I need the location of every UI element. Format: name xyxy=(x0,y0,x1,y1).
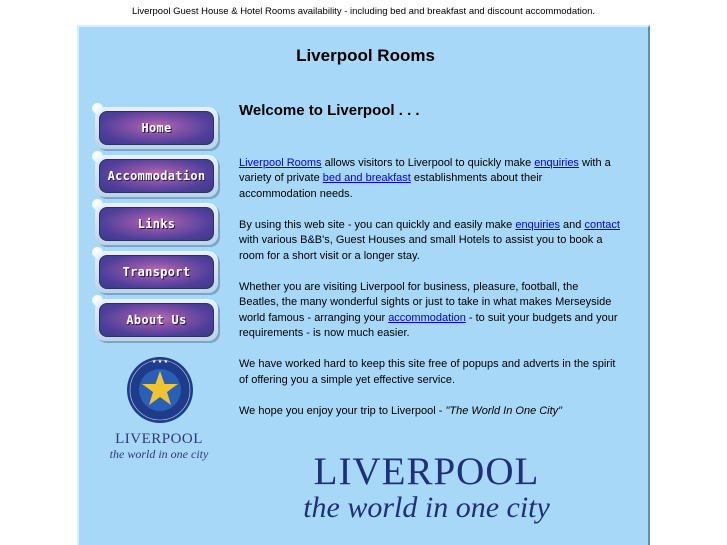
nav-transport-button[interactable] xyxy=(95,251,218,293)
small-logo-word: LIVERPOOL xyxy=(115,431,203,447)
small-logo-script: the world in one city xyxy=(109,447,209,461)
accommodation-link[interactable]: accommodation xyxy=(388,311,466,324)
site-name-link[interactable]: Liverpool Rooms xyxy=(239,156,322,169)
nav-links-button[interactable] xyxy=(95,203,218,245)
enquiries-link-2[interactable]: enquiries xyxy=(515,218,560,231)
nav-label: About Us xyxy=(126,313,187,327)
logo-word: LIVERPOOL xyxy=(313,450,540,493)
nav-label: Accommodation xyxy=(107,169,206,183)
site-title: Liverpool Rooms xyxy=(296,46,435,65)
main-panel xyxy=(77,25,650,545)
intro-paragraph: Liverpool Rooms allows visitors to Liverpool to quickly make enquiries with a variety of private bed and breakfast establishments about their accommodation needs. xyxy=(239,156,611,200)
main-content xyxy=(239,103,621,435)
visiting-paragraph: Whether you are visiting Liverpool for business, pleasure, football, the Beatles, the many wonderful sights or just to take in what makes Merseyside world famous - arranging your accommodation - to suit your budgets and your requirements - is now much easier. xyxy=(239,280,618,339)
svg-text:★ ★ ★: ★ ★ ★ xyxy=(151,359,169,365)
nav-label: Transport xyxy=(122,265,191,279)
small-liverpool-logo xyxy=(104,431,214,461)
nav-accommodation-button[interactable] xyxy=(95,155,218,197)
slogan-quote: "The World In One City" xyxy=(445,404,563,417)
welcome-heading: Welcome to Liverpool . . . xyxy=(239,102,420,119)
nav-menu xyxy=(95,107,223,347)
enjoy-paragraph: We hope you enjoy your trip to Liverpool - "The World In One City" xyxy=(239,404,563,417)
header-tagline: Liverpool Guest House & Hotel Rooms availability - including bed and breakfast and discount accommodation. xyxy=(131,6,596,17)
contact-link[interactable]: contact xyxy=(584,218,620,231)
nav-label: Links xyxy=(137,217,176,231)
nav-home-button[interactable] xyxy=(95,107,218,149)
capital-of-culture-badge-icon xyxy=(125,355,195,425)
nav-label: Home xyxy=(141,121,172,135)
logo-script: the world in one city xyxy=(303,491,550,524)
usage-paragraph: By using this web site - you can quickly and easily make enquiries and contact with various B&B's, Guest Houses and small Hotels to assist you to book a room for a short visit or a longer stay. xyxy=(239,218,620,262)
bed-and-breakfast-link[interactable]: bed and breakfast xyxy=(322,172,411,184)
enquiries-link[interactable]: enquiries xyxy=(534,156,579,169)
no-popups-paragraph: We have worked hard to keep this site free of popups and adverts in the spirit of offering you a simple yet effective service. xyxy=(239,358,616,386)
liverpool-logo xyxy=(284,451,569,523)
nav-about-us-button[interactable] xyxy=(95,299,218,341)
